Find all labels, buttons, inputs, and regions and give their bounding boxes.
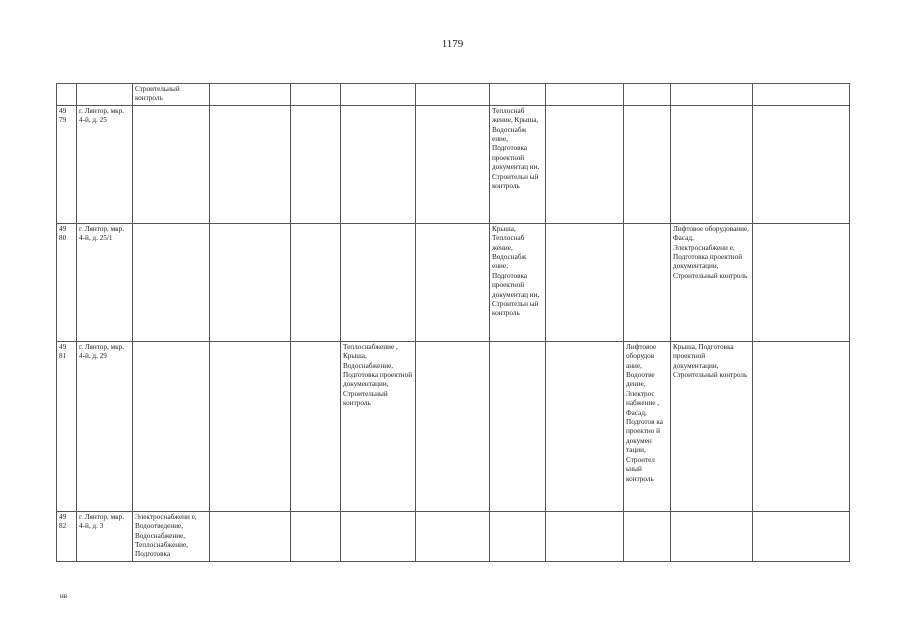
row-number-cell: [57, 84, 77, 106]
table-cell: Электроснабжени е, Водоотведение, Водоснабжение, Теплоснабжение, Подготовка: [133, 511, 210, 561]
table-cell: [753, 223, 850, 341]
table-cell: [671, 105, 753, 223]
footer-note: нв: [60, 592, 68, 600]
table-cell: [624, 223, 671, 341]
table-cell: [671, 511, 753, 561]
repair-schedule-table: [56, 83, 850, 562]
table-cell: [546, 84, 624, 106]
row-number-cell: 49 81: [57, 341, 77, 511]
address-cell: г. Лянтор, мкр. 4-й, д. 3: [77, 511, 133, 561]
table-cell: [210, 223, 291, 341]
table-cell: [490, 84, 546, 106]
table-cell: [291, 105, 341, 223]
table-cell: [753, 511, 850, 561]
table-cell: [210, 105, 291, 223]
table-cell: [133, 341, 210, 511]
table-cell: [416, 511, 490, 561]
table-row: [57, 223, 850, 341]
table-cell: [210, 341, 291, 511]
table-cell: [341, 84, 416, 106]
table-cell: Теплоснаб жение, Крыша, Водоснабж ение, Подготовка проектной документац ии, Строительн ый контроль: [490, 105, 546, 223]
table-row: [57, 84, 850, 106]
table-cell: [291, 341, 341, 511]
row-number-cell: 49 82: [57, 511, 77, 561]
address-cell: г. Лянтор, мкр. 4-й, д. 29: [77, 341, 133, 511]
table-cell: Лифтовое оборудов ание, Водоотве дение, Электрос набжение , Фасад, Подготов ка проектно й докумен тации, Строител ьный контроль: [624, 341, 671, 511]
page-number: 1179: [441, 38, 464, 50]
table-cell: [291, 223, 341, 341]
table-cell: [416, 223, 490, 341]
address-cell: г. Лянтор, мкр. 4-й, д. 25: [77, 105, 133, 223]
table-cell: [341, 223, 416, 341]
row-number-cell: 49 79: [57, 105, 77, 223]
table-cell: [671, 84, 753, 106]
row-number-cell: 49 80: [57, 223, 77, 341]
table-cell: [133, 223, 210, 341]
table-cell: [624, 511, 671, 561]
table-cell: Крыша, Подготовка проектной документации, Строительный контроль: [671, 341, 753, 511]
table-cell: [753, 341, 850, 511]
table-cell: [624, 84, 671, 106]
table-cell: [546, 223, 624, 341]
table-cell: [291, 84, 341, 106]
table-cell: [341, 511, 416, 561]
table-cell: [133, 105, 210, 223]
table-cell: Строительный контроль: [133, 84, 210, 106]
table-row: [57, 341, 850, 511]
table-cell: [341, 105, 416, 223]
table-cell: Лифтовое оборудование, Фасад, Электроснабжени е, Подготовка проектной документации, Строительный контроль: [671, 223, 753, 341]
address-cell: г. Лянтор, мкр. 4-й, д. 25/1: [77, 223, 133, 341]
table-cell: [210, 511, 291, 561]
table-cell: Теплоснабжение , Крыша, Водоснабжение, Подготовка проектной документации, Строительный контроль: [341, 341, 416, 511]
table-cell: [753, 105, 850, 223]
table-cell: Крыша, Теплоснаб жение, Водоснабж ение, Подготовка проектной документац ии, Строительн ый контроль: [490, 223, 546, 341]
table-cell: [490, 341, 546, 511]
table-cell: [416, 341, 490, 511]
table-cell: [416, 105, 490, 223]
address-cell: [77, 84, 133, 106]
table-cell: [753, 84, 850, 106]
table-row: [57, 105, 850, 223]
table-cell: [546, 341, 624, 511]
table-cell: [546, 105, 624, 223]
table-cell: [210, 84, 291, 106]
table-cell: [546, 511, 624, 561]
table-cell: [624, 105, 671, 223]
table-cell: [291, 511, 341, 561]
table-cell: [490, 511, 546, 561]
table-row: [57, 511, 850, 561]
table-cell: [416, 84, 490, 106]
